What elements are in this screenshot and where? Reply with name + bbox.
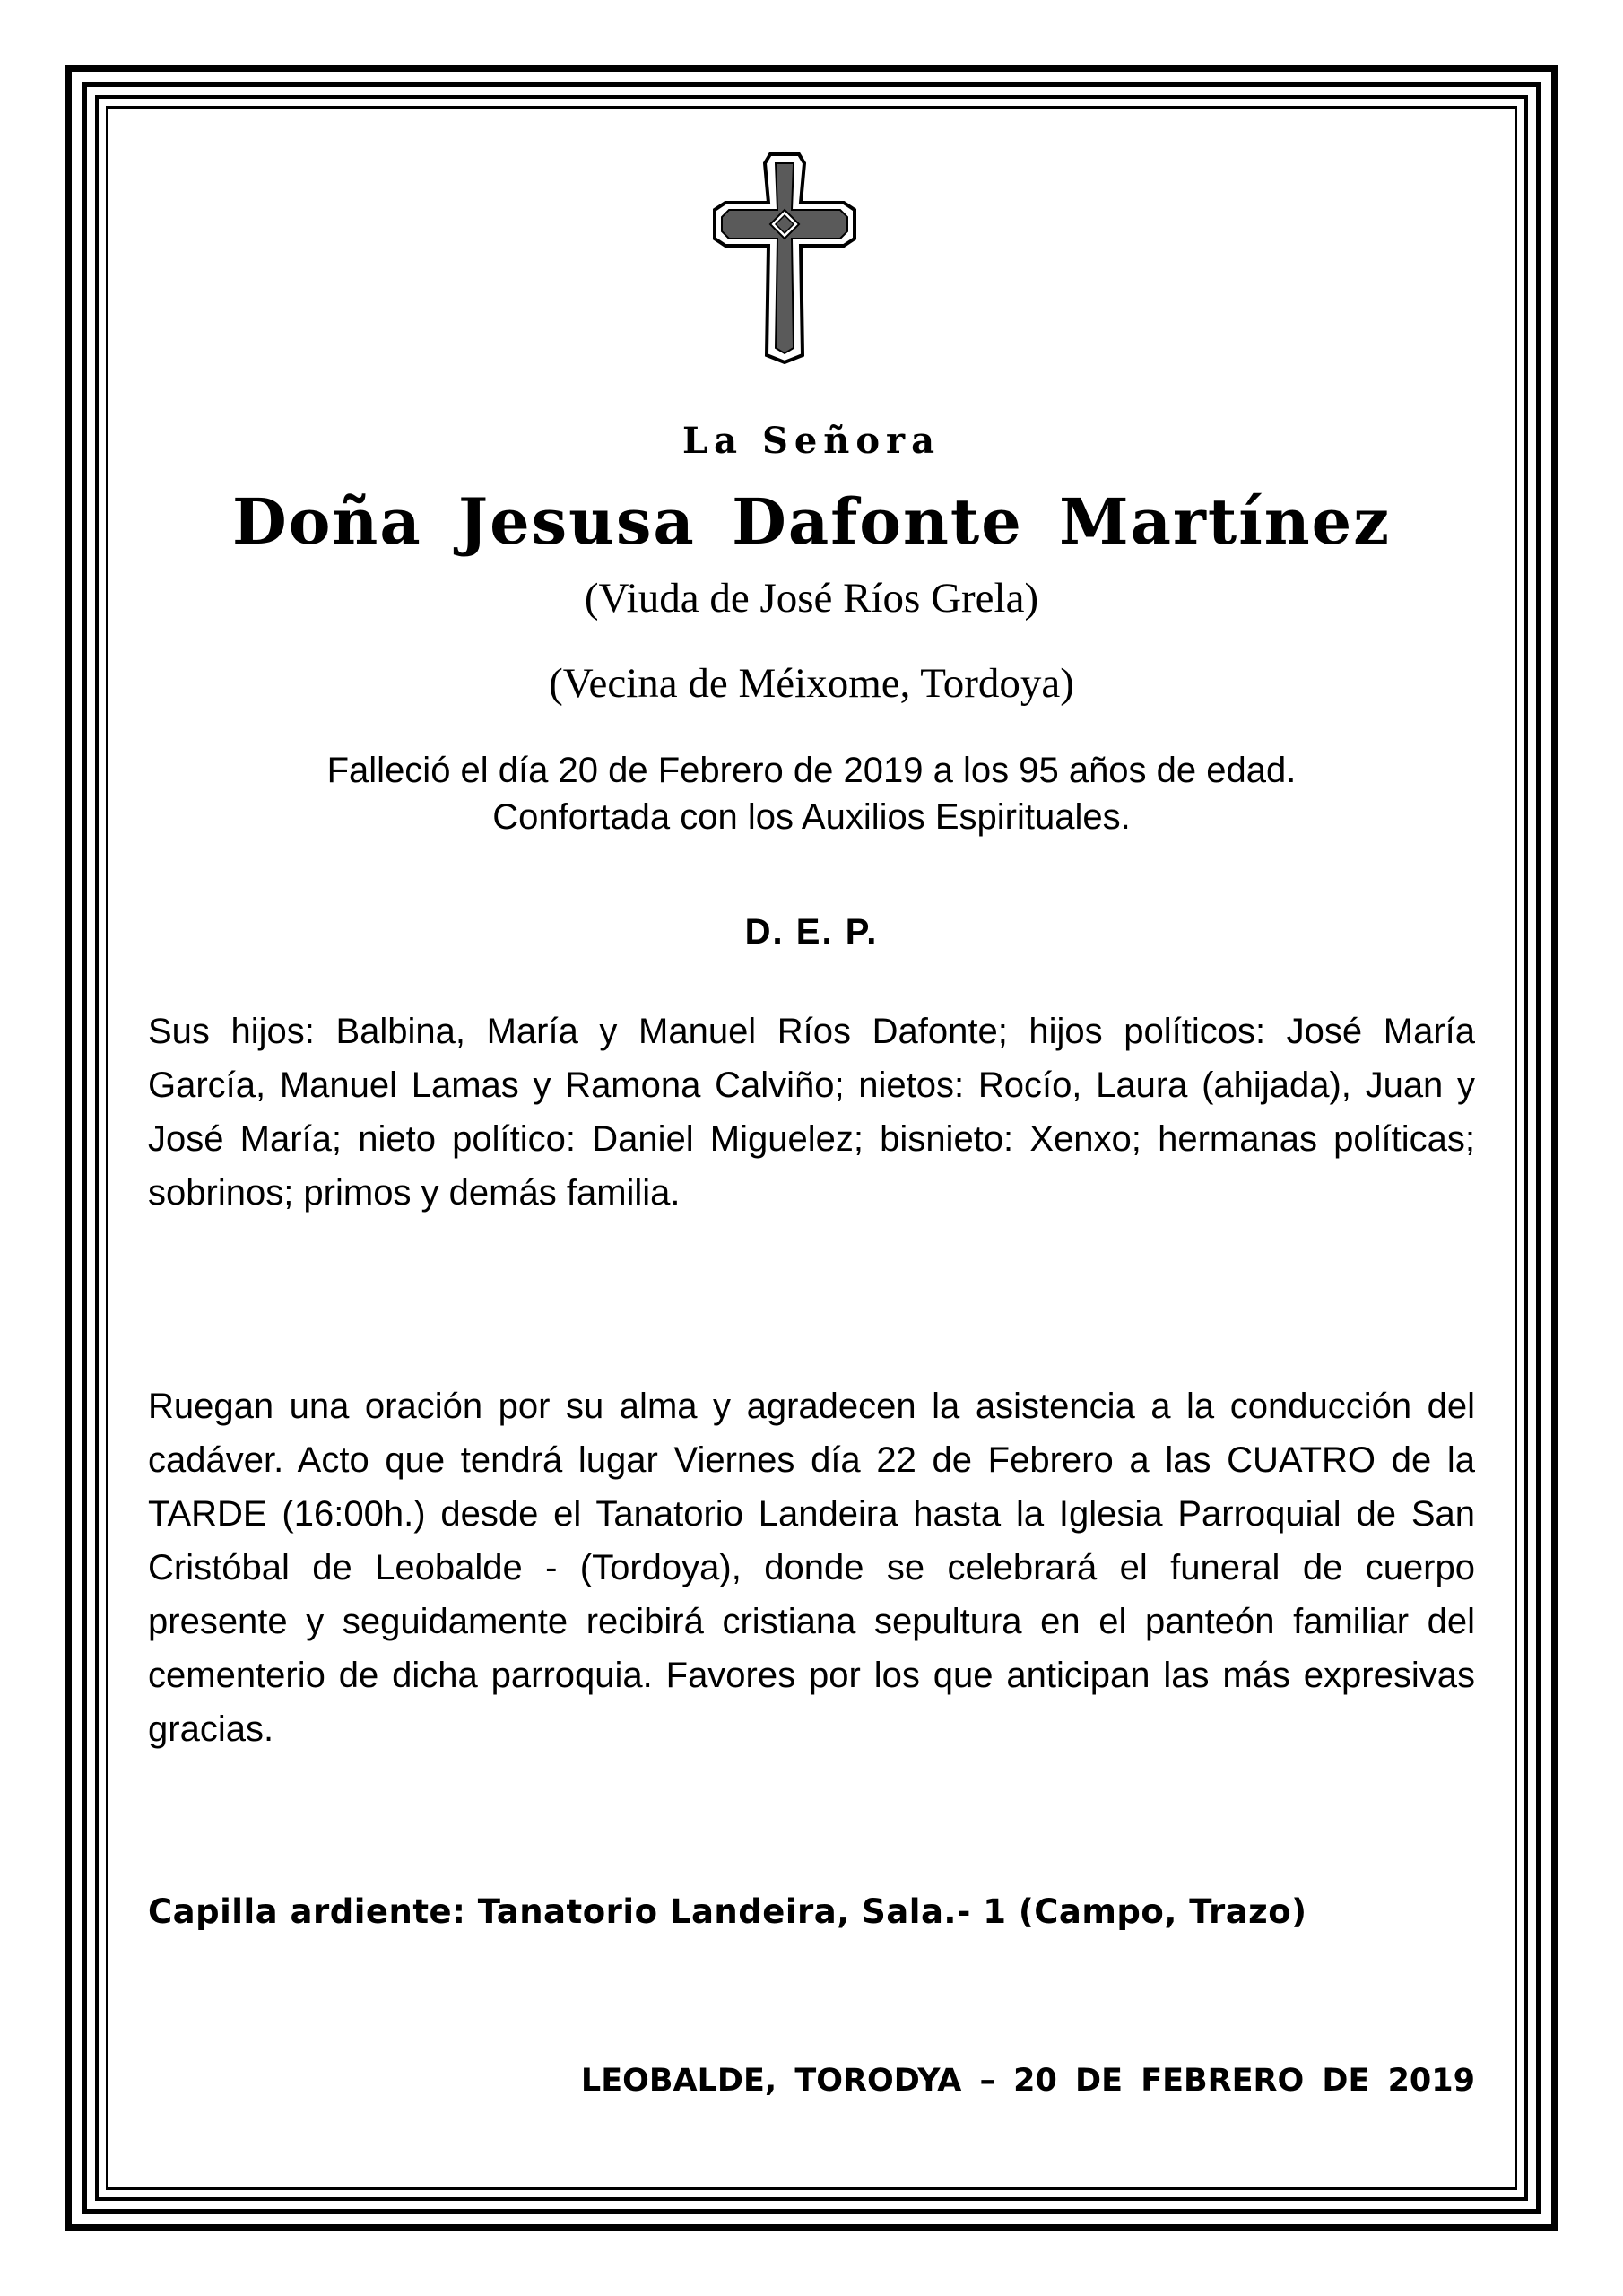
neighbor-of: (Vecina de Méixome, Tordoya) bbox=[549, 660, 1074, 707]
death-line-2: Confortada con los Auxilios Espirituales. bbox=[492, 797, 1131, 837]
family-paragraph: Sus hijos: Balbina, María y Manuel Ríos Dafonte; hijos políticos: José María García, Manuel Lamas y Ramona Calviño; nietos: Rocío, Laura (ahijada), Juan y José María; nieto político: Daniel Miguelez; bisnieto: Xenxo; hermanas políticas; sobrinos; primos y demás familia. bbox=[148, 1012, 1475, 1213]
place-date: LEOBALDE, TORODYA – 20 DE FEBRERO DE 2019 bbox=[580, 2063, 1475, 2099]
deceased-name: Doña Jesusa Dafonte Martínez bbox=[232, 484, 1391, 559]
salutation: La Señora bbox=[681, 420, 942, 462]
chapel-info: Capilla ardiente: Tanatorio Landeira, Sala.- 1 (Campo, Trazo) bbox=[148, 1892, 1307, 1931]
death-notice bbox=[0, 747, 1623, 840]
dep-heading: D. E. P. bbox=[744, 912, 879, 952]
widow-of: (Viuda de José Ríos Grela) bbox=[584, 575, 1039, 622]
funeral-paragraph: Ruegan una oración por su alma y agradecen la asistencia a la conducción del cadáver. Acto que tendrá lugar Viernes día 22 de Febrero a las CUATRO de la TARDE (16:00h.) desde el Tanatorio Landeira hasta la Iglesia Parroquial de San Cristóbal de Leobalde - (Tordoya), donde se celebrará el funeral de cuerpo presente y seguidamente recibirá cristiana sepultura en el panteón familiar del cementerio de dicha parroquia. Favores por los que anticipan las más expresivas gracias. bbox=[148, 1387, 1475, 1749]
death-line-1: Falleció el día 20 de Febrero de 2019 a los 95 años de edad. bbox=[326, 751, 1297, 790]
cross-icon bbox=[711, 151, 858, 364]
